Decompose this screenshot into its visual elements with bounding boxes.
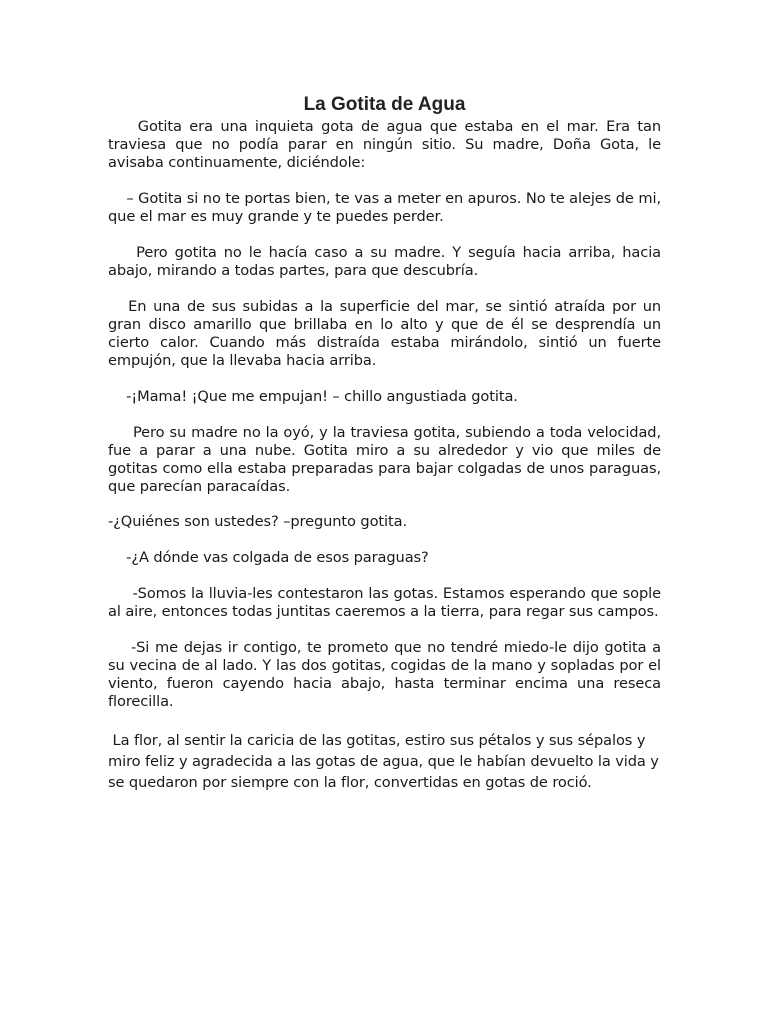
paragraph-9: -Somos la lluvia-les contestaron las gotas. Estamos esperando que sople al aire, entonces todas juntitas caeremos a la tierra, para regar sus campos. bbox=[108, 585, 666, 620]
paragraph-4: En una de sus subidas a la superficie del mar, se sintió atraída por un gran disco amarillo que brillaba en lo alto y que de él se desprendía un cierto calor. Cuando más distraída estaba mirándolo, sintió un fuerte empujón, que la llevaba hacia arriba. bbox=[108, 298, 666, 369]
document-page bbox=[108, 94, 666, 793]
paragraph-1: Gotita era una inquieta gota de agua que estaba en el mar. Era tan traviesa que no podía parar en ningún sitio. Su madre, Doña Gota, le avisaba continuamente, diciéndole: bbox=[108, 118, 666, 171]
paragraph-7: -¿Quiénes son ustedes? –pregunto gotita. bbox=[108, 513, 407, 530]
paragraph-8: -¿A dónde vas colgada de esos paraguas? bbox=[108, 549, 429, 566]
paragraph-11: La flor, al sentir la caricia de las gotitas, estiro sus pétalos y sus sépalos y miro feliz y agradecida a las gotas de agua, que le habían devuelto la vida y se quedaron por siempre con la flor, convertidas en gotas de roció. bbox=[108, 732, 664, 791]
document-title: La Gotita de Agua bbox=[303, 94, 466, 115]
paragraph-6: Pero su madre no la oyó, y la traviesa gotita, subiendo a toda velocidad, fue a parar a una nube. Gotita miro a su alrededor y vio que miles de gotitas como ella estaba preparadas para bajar colgadas de unos paraguas, que parecían paracaídas. bbox=[108, 424, 666, 495]
paragraph-3: Pero gotita no le hacía caso a su madre. Y seguía hacia arriba, hacia abajo, mirando a todas partes, para que descubría. bbox=[108, 244, 666, 279]
paragraph-2: – Gotita si no te portas bien, te vas a meter en apuros. No te alejes de mi, que el mar es muy grande y te puedes perder. bbox=[108, 190, 666, 225]
paragraph-5: -¡Mama! ¡Que me empujan! – chillo angustiada gotita. bbox=[108, 388, 518, 405]
paragraph-10: -Si me dejas ir contigo, te prometo que no tendré miedo-le dijo gotita a su vecina de al lado. Y las dos gotitas, cogidas de la mano y sopladas por el viento, fueron cayendo hacia abajo, hasta terminar encima una reseca florecilla. bbox=[108, 639, 666, 710]
